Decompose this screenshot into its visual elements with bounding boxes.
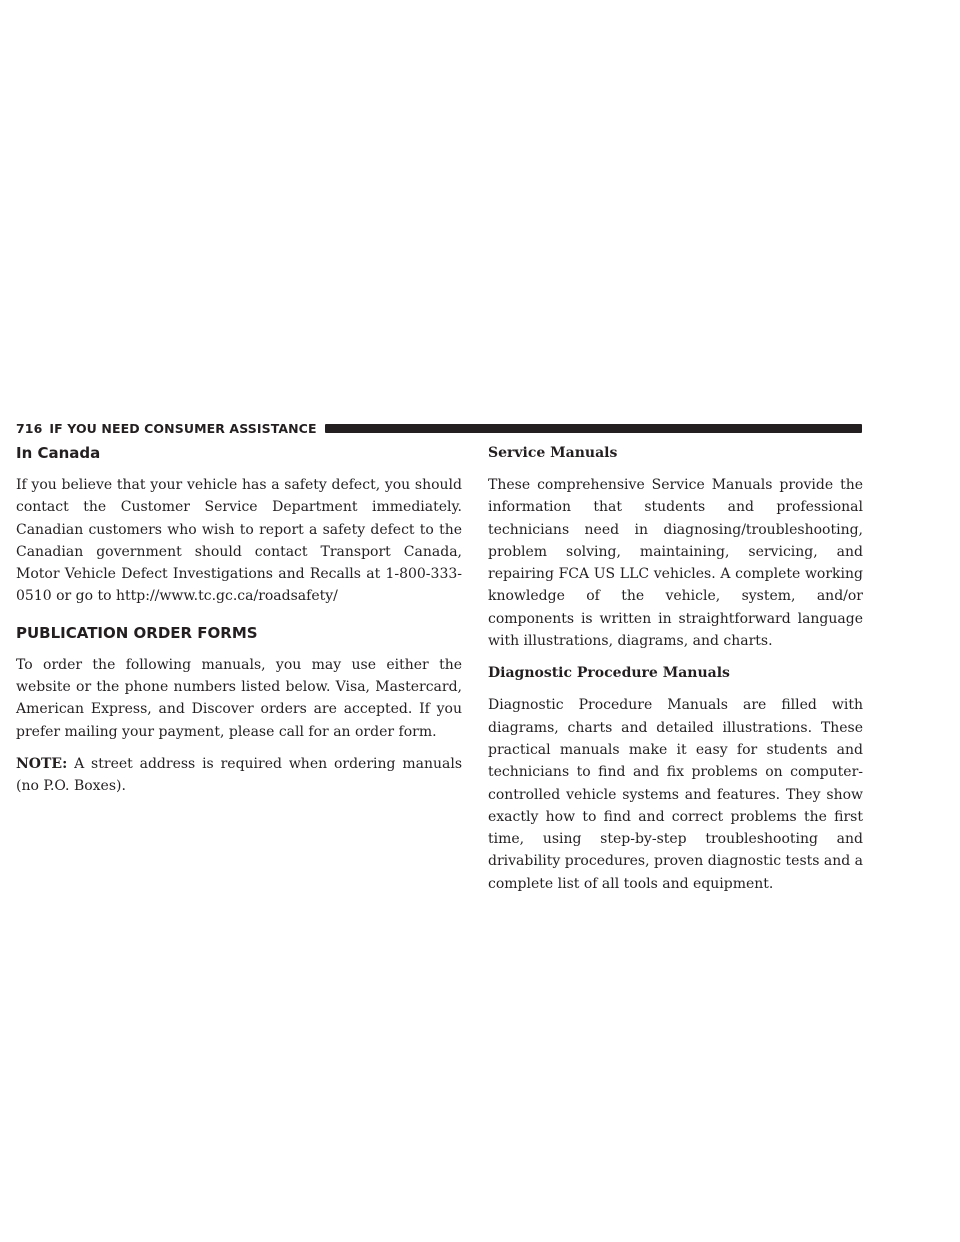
- note-label: NOTE:: [16, 755, 68, 772]
- section-title: IF YOU NEED CONSUMER ASSISTANCE: [49, 420, 317, 436]
- in-canada-paragraph: If you believe that your vehicle has a safety defect, you should contact the Customer Service Department immediately. Canadian customers who wish to report a safety defect to the Canadian government should contact Transport Canada, Motor Vehicle Defect Investigations and Recalls at 1-800-333-0510 or go to http://www.tc.gc.ca/roadsafety/: [16, 477, 462, 605]
- header-rule: [325, 424, 862, 433]
- publication-order-forms-heading: PUBLICATION ORDER FORMS: [16, 623, 258, 642]
- order-forms-paragraph: To order the following manuals, you may use either the website or the phone numbers listed below. Visa, Mastercard, American Express, and Discover orders are accepted. If you prefer mailing your payment, please call for an order form.: [16, 656, 462, 740]
- page-number: 716: [16, 420, 43, 436]
- right-column: [488, 442, 863, 905]
- diagnostic-manuals-heading: Diagnostic Procedure Manuals: [488, 665, 730, 682]
- note-paragraph: [16, 753, 462, 798]
- service-manuals-paragraph: These comprehensive Service Manuals provide the information that students and professional technicians need in diagnosing/troubleshooting, problem solving, maintaining, servicing, and repairing FCA US LLC vehicles. A complete working knowledge of the vehicle, system, and/or components is written in straightforward language with illustrations, diagrams, and charts.: [488, 477, 863, 650]
- diagnostic-manuals-paragraph: Diagnostic Procedure Manuals are filled with diagrams, charts and detailed illustrations. These practical manuals make it easy for students and technicians to find and fix problems on computer-controlled vehicle systems and features. They show exactly how to find and correct problems the first time, using step-by-step troubleshooting and drivability procedures, proven diagnostic tests and a complete list of all tools and equipment.: [488, 697, 864, 892]
- page-header: [16, 418, 862, 438]
- note-text: A street address is required when ordering manuals (no P.O. Boxes).: [16, 755, 462, 795]
- left-column: [16, 442, 462, 808]
- service-manuals-heading: Service Manuals: [488, 445, 618, 461]
- in-canada-heading: In Canada: [16, 444, 101, 462]
